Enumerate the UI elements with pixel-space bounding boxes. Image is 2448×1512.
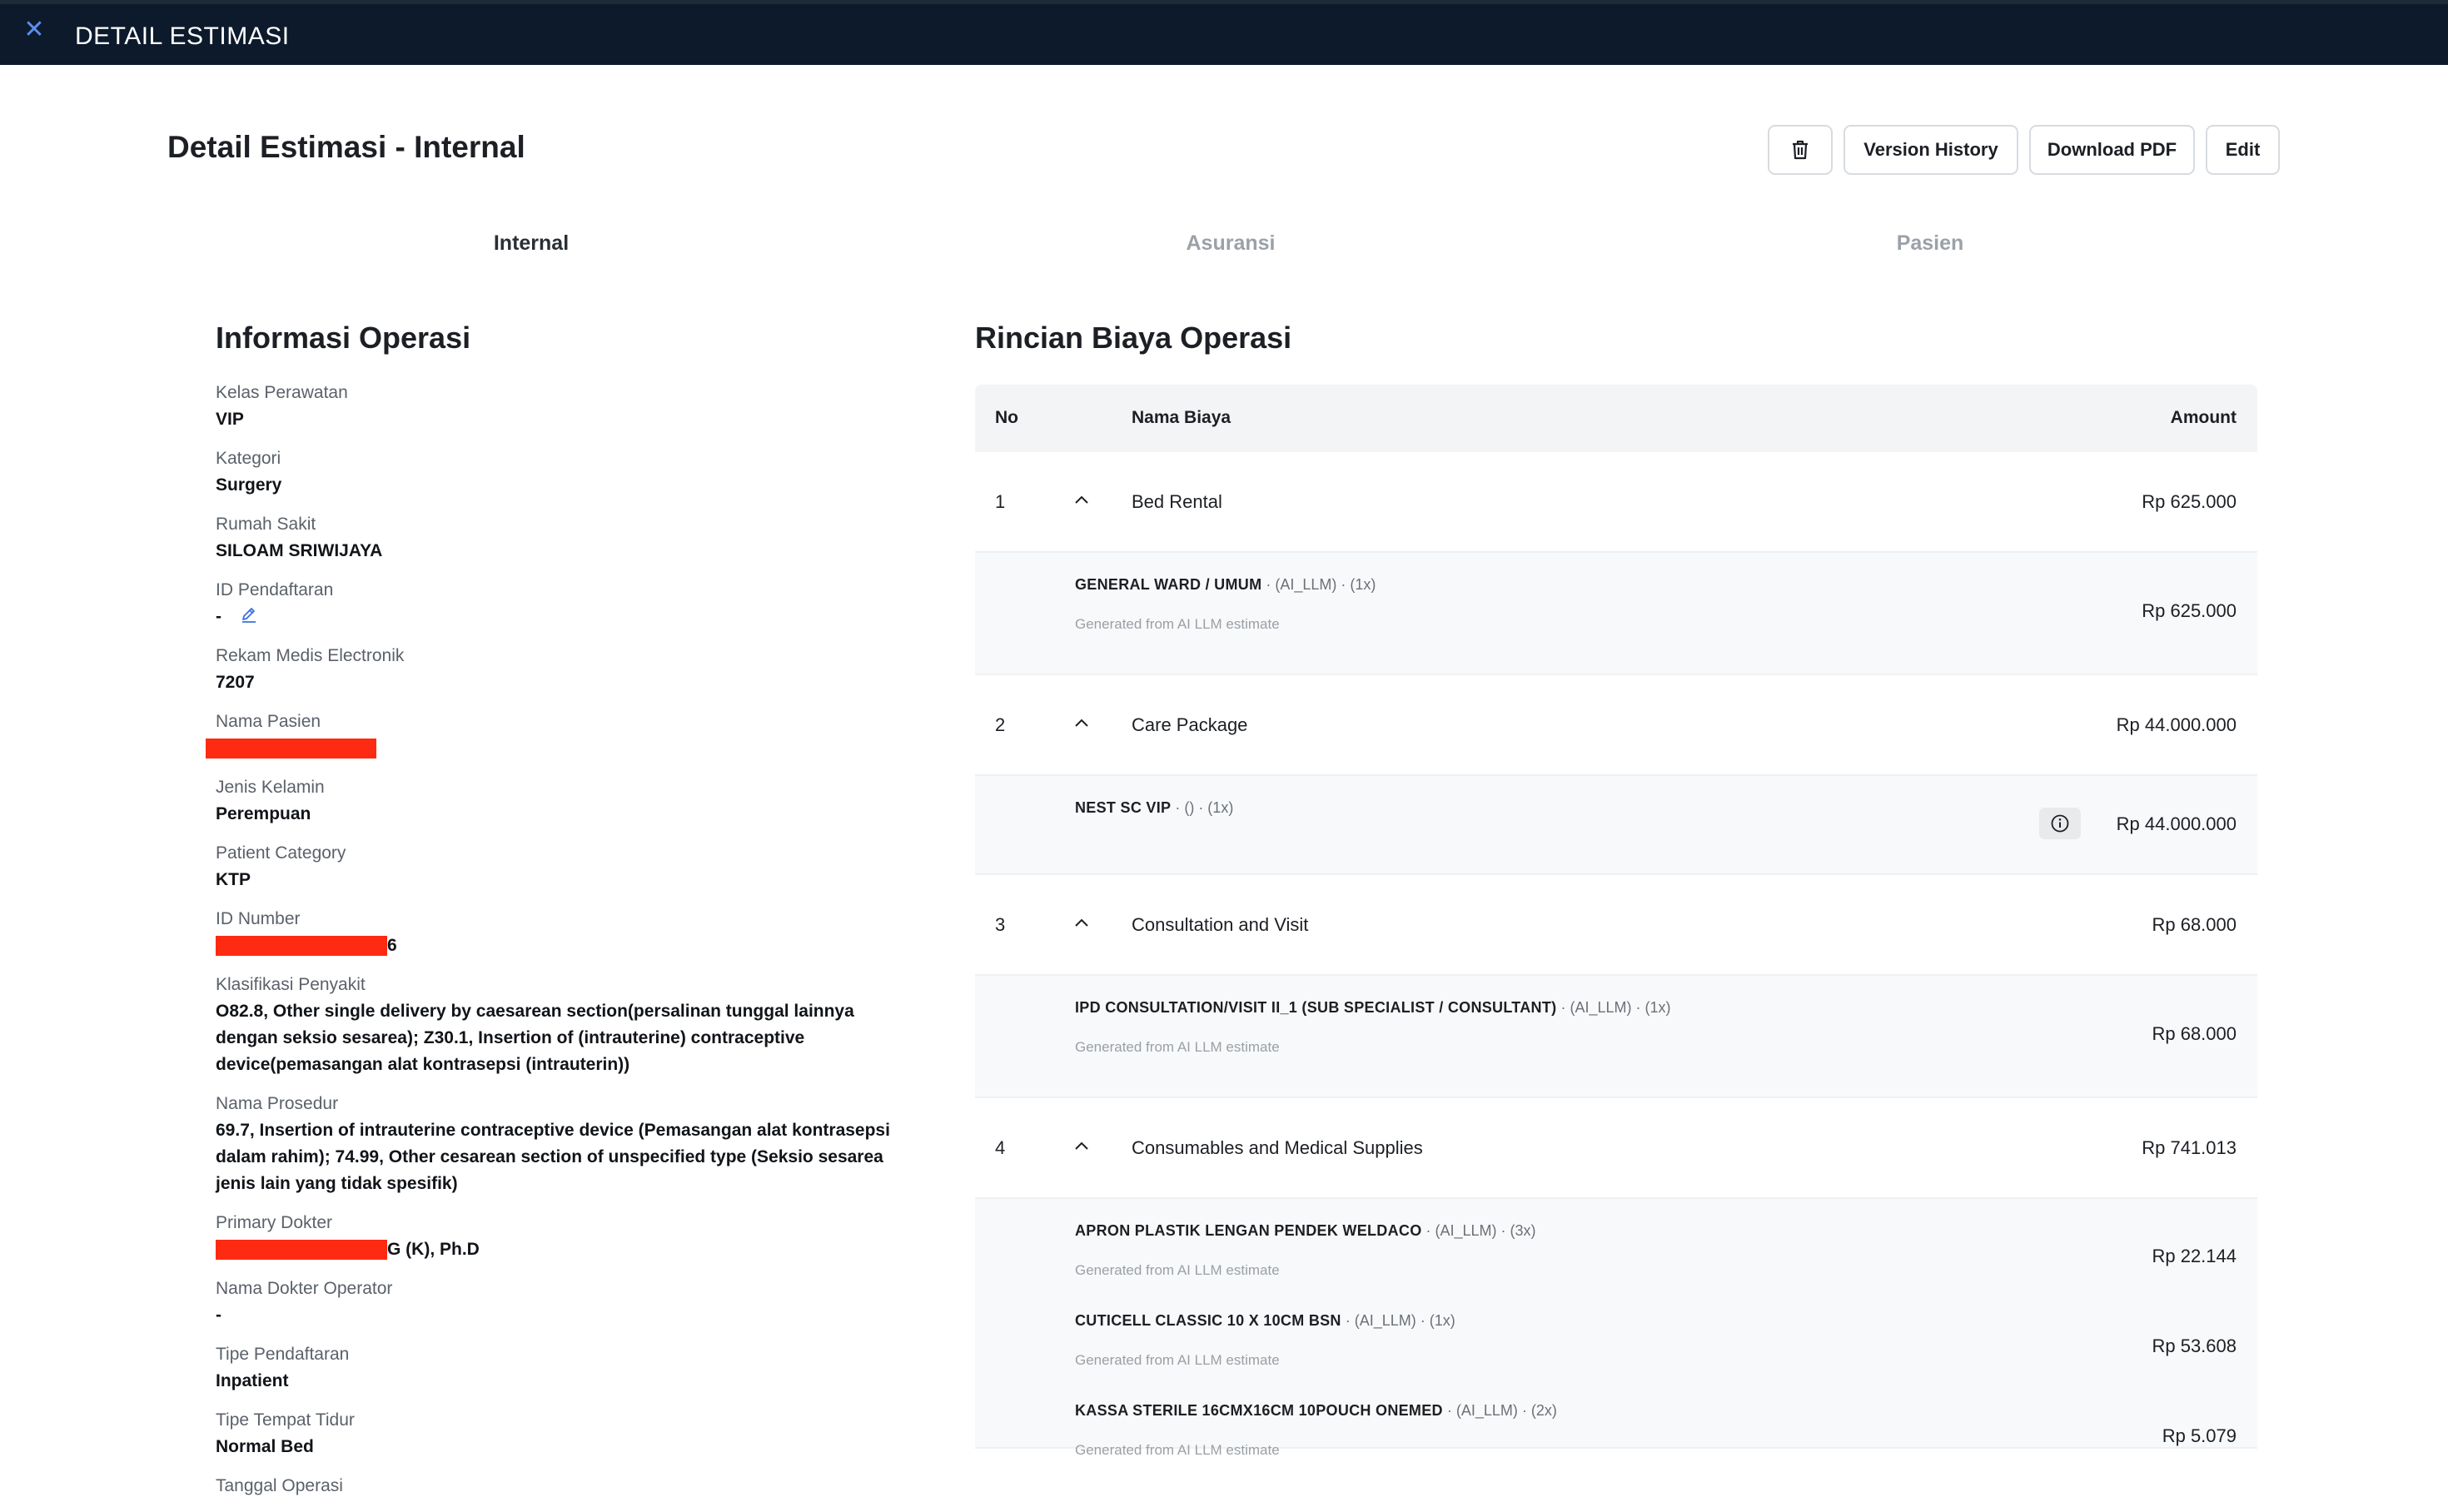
field-value: 7207 [216,673,255,692]
item-name [1075,1312,1455,1330]
info-section-title: Informasi Operasi [216,321,471,355]
header-name: Nama Biaya [1132,408,1231,427]
item-amount: Rp 22.144 [2152,1246,2237,1266]
group-no: 3 [995,914,1006,935]
field-label: Patient Category [216,843,346,863]
cost-table [975,385,2257,1458]
item-amount: Rp 5.079 [2162,1425,2237,1446]
info-panel [216,382,907,1512]
group-amount: Rp 68.000 [2152,914,2237,935]
window-title: DETAIL ESTIMASI [75,22,290,50]
header-amount: Amount [2170,408,2237,427]
item-name [1075,1402,1557,1420]
item-meta: · () · (1x) [1171,799,1234,816]
field-value: - [216,1306,221,1325]
field-jenis-kelamin [216,777,907,828]
group-name: Consumables and Medical Supplies [1132,1137,1423,1158]
field-label: ID Pendaftaran [216,580,334,599]
field-rumah-sakit [216,514,907,565]
tab-internal[interactable]: Internal [493,231,570,255]
item-meta: · (AI_LLM) · (1x) [1261,576,1376,593]
field-kategori [216,448,907,499]
chevron-up-icon[interactable] [1073,1135,1090,1156]
group-row[interactable] [975,1098,2257,1199]
field-label: Rumah Sakit [216,515,316,534]
id-pendaftaran-value: - [216,607,221,626]
delete-button[interactable] [1768,125,1833,175]
redaction-bar [216,1240,387,1260]
download-pdf-button[interactable]: Download PDF [2029,125,2195,175]
field-label: Tipe Pendaftaran [216,1345,350,1364]
item-name [1075,999,1670,1017]
group-amount: Rp 741.013 [2142,1137,2237,1158]
trash-icon [1790,139,1810,161]
field-nama-prosedur [216,1093,907,1197]
field-nama-pasien [216,711,907,762]
field-tipe-pendaftaran [216,1344,907,1395]
item-amount: Rp 53.608 [2152,1335,2237,1356]
page-title: Detail Estimasi - Internal [167,130,525,164]
field-value [216,933,907,959]
field-value [206,735,907,762]
field-label: Kelas Perawatan [216,383,348,402]
field-label: Tipe Tempat Tidur [216,1410,355,1430]
item-title: IPD CONSULTATION/VISIT II_1 (SUB SPECIALIST / CONSULTANT) [1075,999,1557,1016]
field-value [216,604,907,630]
list-item [975,776,2257,873]
item-title: NEST SC VIP [1075,799,1172,816]
field-patient-category [216,843,907,893]
field-label: Nama Dokter Operator [216,1279,393,1298]
group-row[interactable] [975,452,2257,553]
chevron-up-icon[interactable] [1073,912,1090,933]
list-item [975,1199,2257,1289]
item-meta: · (AI_LLM) · (1x) [1341,1312,1455,1329]
item-note: Generated from AI LLM estimate [1075,1039,1280,1055]
field-id-pendaftaran [216,579,907,630]
edit-button[interactable]: Edit [2206,125,2280,175]
item-title: CUTICELL CLASSIC 10 X 10CM BSN [1075,1312,1341,1329]
field-label: ID Number [216,909,301,928]
id-number-suffix: 6 [387,936,397,955]
group-name: Bed Rental [1132,491,1222,512]
item-title: APRON PLASTIK LENGAN PENDEK WELDACO [1075,1222,1422,1239]
group-amount: Rp 44.000.000 [2116,714,2237,735]
field-rekam-medis [216,645,907,696]
group-name: Care Package [1132,714,1248,735]
group-row[interactable] [975,875,2257,976]
group-items [975,776,2257,875]
group-no: 1 [995,491,1006,512]
item-meta: · (AI_LLM) · (1x) [1556,999,1671,1016]
field-value: KTP [216,870,251,889]
header-no: No [995,408,1018,427]
version-history-button[interactable]: Version History [1843,125,2018,175]
item-name [1075,1222,1536,1240]
item-note: Generated from AI LLM estimate [1075,616,1280,632]
item-title: GENERAL WARD / UMUM [1075,576,1262,593]
field-label: Kategori [216,449,281,468]
item-amount: Rp 44.000.000 [2116,813,2237,834]
group-items [975,1199,2257,1458]
field-tipe-tempat-tidur [216,1410,907,1460]
field-primary-dokter [216,1212,907,1263]
item-amount: Rp 625.000 [2142,600,2237,621]
field-kelas-perawatan [216,382,907,433]
field-value: SILOAM SRIWIJAYA [216,541,383,560]
redaction-bar [216,936,387,956]
redaction-bar [206,739,376,758]
field-label: Nama Pasien [216,712,321,731]
chevron-up-icon[interactable] [1073,489,1090,510]
field-label: Jenis Kelamin [216,778,325,797]
group-no: 4 [995,1137,1006,1158]
top-bar [0,0,2448,65]
group-items [975,553,2257,675]
item-note: Generated from AI LLM estimate [1075,1442,1280,1458]
item-name [1075,799,1233,817]
tab-asuransi[interactable]: Asuransi [1186,231,1276,255]
group-row[interactable] [975,675,2257,776]
item-meta: · (AI_LLM) · (2x) [1442,1402,1557,1419]
pencil-icon[interactable] [240,605,258,624]
list-item [975,553,2257,674]
group-name: Consultation and Visit [1132,914,1309,935]
info-icon[interactable] [2039,808,2081,839]
list-item [975,1289,2257,1379]
list-item [975,976,2257,1097]
field-label: Tanggal Operasi [216,1476,343,1495]
item-title: KASSA STERILE 16CMX16CM 10POUCH ONEMED [1075,1402,1443,1419]
field-value: O82.8, Other single delivery by caesarean section(persalinan tunggal lainnya dengan seksio sesarea); Z30.1, Insertion of (intrauterine) contraceptive device(pemasangan alat kontrasepsi (intrauterin)) [216,1002,854,1074]
item-note: Generated from AI LLM estimate [1075,1262,1280,1278]
item-name [1075,576,1376,594]
field-value: Inpatient [216,1371,289,1390]
field-tanggal-operasi [216,1475,907,1497]
field-value: Surgery [216,475,282,495]
field-value: VIP [216,410,244,429]
group-no: 2 [995,714,1006,735]
field-value: Perempuan [216,804,311,823]
field-klasifikasi-penyakit [216,974,907,1078]
group-items [975,976,2257,1098]
primary-dokter-suffix: G (K), Ph.D [387,1240,480,1259]
field-value [216,1236,907,1263]
chevron-up-icon[interactable] [1073,712,1090,734]
field-label: Nama Prosedur [216,1094,339,1113]
item-note: Generated from AI LLM estimate [1075,1352,1280,1368]
field-label: Klasifikasi Penyakit [216,975,366,994]
group-amount: Rp 625.000 [2142,491,2237,512]
field-label: Primary Dokter [216,1213,333,1232]
field-id-number [216,908,907,959]
costs-section-title: Rincian Biaya Operasi [975,321,1292,355]
field-label: Rekam Medis Electronik [216,646,405,665]
item-meta: · (AI_LLM) · (3x) [1421,1222,1536,1239]
item-amount: Rp 68.000 [2152,1023,2237,1044]
table-header [975,385,2257,452]
close-icon[interactable]: ✕ [23,16,45,43]
field-value: Normal Bed [216,1437,314,1456]
field-value: 69.7, Insertion of intrauterine contraceptive device (Pemasangan alat kontrasepsi dalam rahim); 74.99, Other cesarean section of unspecified type (Seksio sesarea jenis lain yang tidak spesifik) [216,1121,890,1193]
tab-pasien[interactable]: Pasien [1896,231,1964,255]
field-nama-dokter-operator [216,1278,907,1329]
